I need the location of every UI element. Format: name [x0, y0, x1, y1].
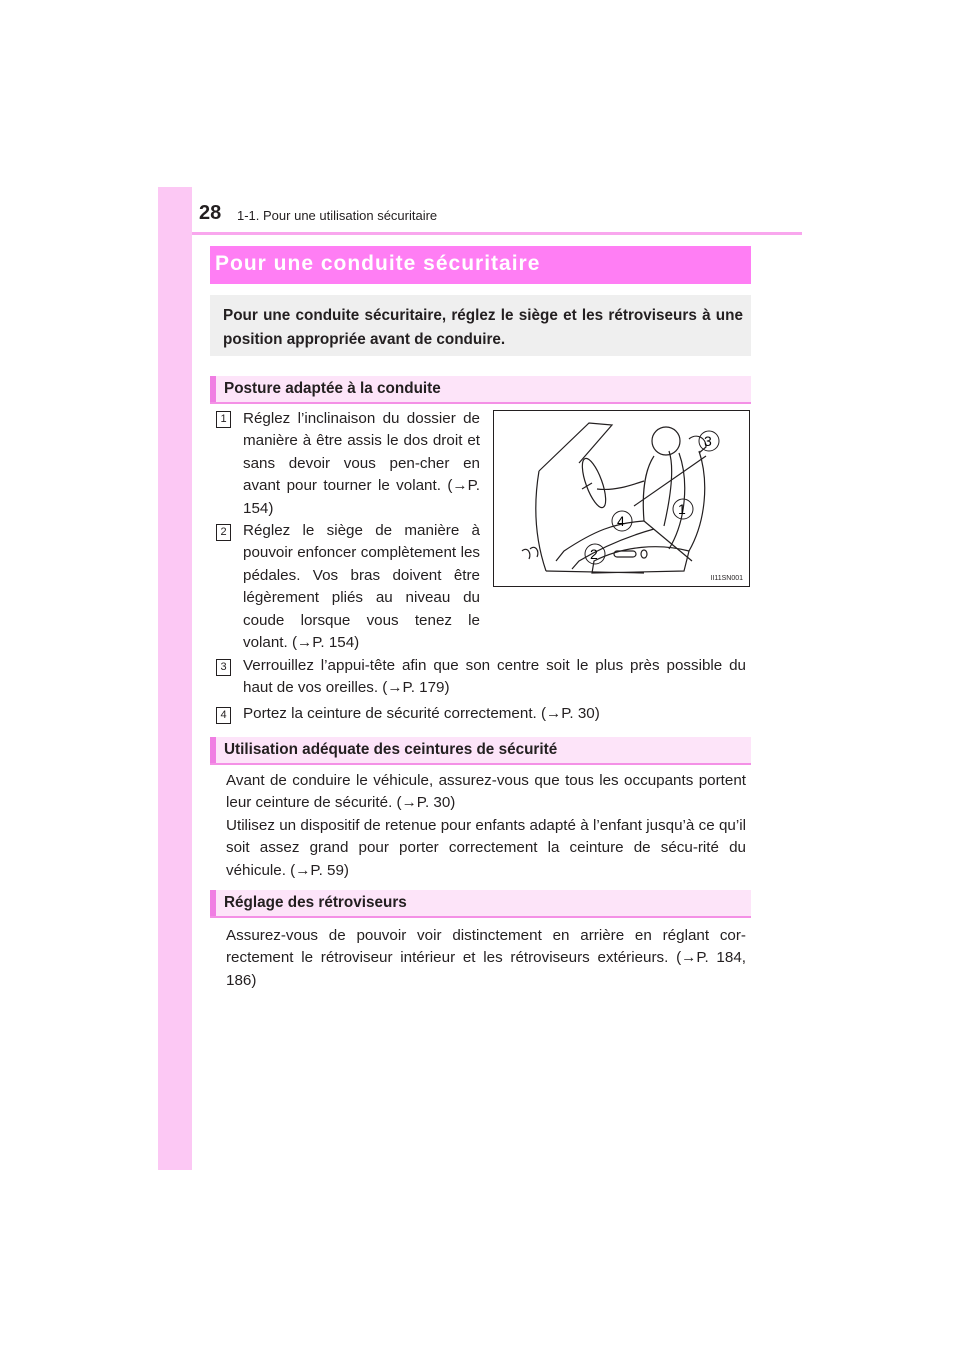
belts-text-2: Utilisez un dispositif de retenue pour enfants adapté à l’enfant jusqu’à ce qu’il soit assez grand pour porter correctement la ceinture de sécu-rité du véhicule. (→P. 59): [226, 817, 746, 879]
step-4-text: Portez la ceinture de sécurité correctement. (→P. 30): [243, 705, 600, 722]
mirrors-text: Assurez-vous de pouvoir voir distinctement en arrière en réglant cor-rectement le rétroviseur intérieur et les rétroviseurs extérieurs. (→P. 184, 186): [226, 927, 746, 989]
section-mirrors: [210, 890, 751, 918]
belts-text-1: Avant de conduire le véhicule, assurez-vous que tous les occupants portent leur ceinture de sécurité. (→P. 30): [226, 772, 746, 812]
step-1-text: Réglez l’inclinaison du dossier de manière à être assis le dos droit et sans devoir vous pen-cher en avant pour tourner le volant. (→P. 154): [243, 410, 480, 517]
section-posture-heading: Posture adaptée à la conduite: [224, 380, 441, 397]
step-2-text: Réglez le siège de manière à pouvoir enfoncer complètement les pédales. Vos bras doivent être légèrement pliés au niveau du coude lorsque vous tenez le volant. (→P. 154): [243, 522, 480, 652]
seating-posture-figure: [493, 410, 750, 587]
step-number-3: 3: [216, 659, 231, 676]
callout-3: 3: [704, 433, 712, 449]
section-posture: [210, 376, 751, 404]
step-number-1: 1: [216, 411, 231, 428]
header-rule: [192, 232, 802, 235]
step-number-4: 4: [216, 707, 231, 724]
callout-1: 1: [678, 501, 686, 517]
callout-4: 4: [617, 513, 625, 529]
running-head: 1-1. Pour une utilisation sécuritaire: [237, 208, 438, 223]
section-belts: [210, 737, 751, 765]
step-number-2: 2: [216, 524, 231, 541]
page-number: 28: [199, 202, 222, 224]
page-title: Pour une conduite sécuritaire: [215, 252, 541, 275]
section-mirrors-heading: Réglage des rétroviseurs: [224, 894, 407, 911]
figure-code: II11SN001: [710, 575, 743, 582]
section-belts-heading: Utilisation adéquate des ceintures de sécurité: [224, 741, 558, 758]
driver-illustration: [494, 411, 749, 586]
intro-text: Pour une conduite sécuritaire, réglez le siège et les rétroviseurs à une position appropriée avant de conduire.: [223, 307, 743, 348]
step-3-text: Verrouillez l’appui-tête afin que son centre soit le plus près possible du haut de vos oreilles. (→P. 179): [243, 657, 746, 697]
callout-2: 2: [590, 546, 598, 562]
side-tab-strip: [158, 187, 192, 1170]
